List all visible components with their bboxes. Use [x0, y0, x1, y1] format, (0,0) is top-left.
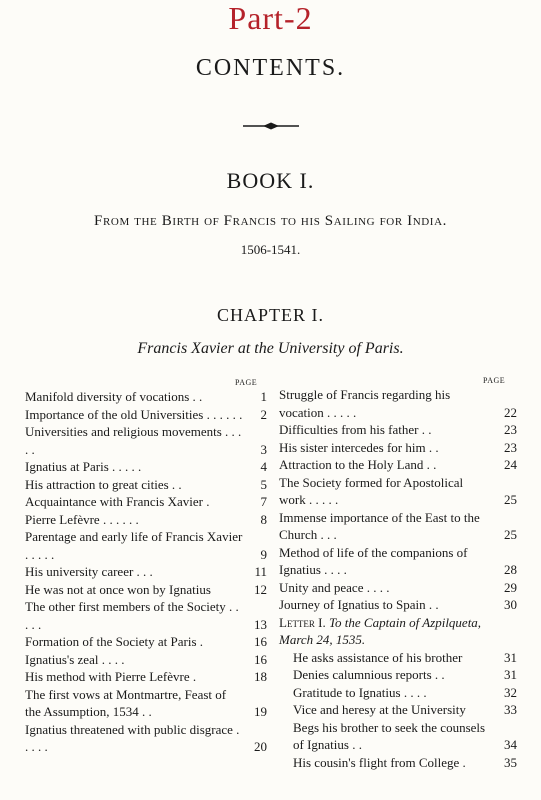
toc-entry [25, 651, 269, 669]
book-subtitle: From the Birth of Francis to his Sailing for India. [94, 213, 447, 229]
letter-label: Letter I. [279, 614, 326, 630]
letter-title: To the Captain of Azpilqueta, March 24, 1535. [279, 614, 482, 647]
toc-entry-text: The first vows at Montmartre, Feast of the Assumption, 1534 . . [25, 686, 227, 719]
toc-entry-text: Difficulties from his father . . [279, 422, 432, 437]
toc-entry [279, 754, 519, 772]
toc-entry [25, 598, 269, 633]
toc-entry [25, 511, 269, 529]
toc-entry-text: The other first members of the Society . . . . . [25, 599, 239, 632]
toc-entry-page: 4 [260, 459, 267, 474]
contents-left-column [25, 388, 269, 756]
toc-entry-page: 19 [254, 704, 267, 719]
toc-entry [279, 596, 519, 614]
toc-entry [279, 579, 519, 597]
toc-entry-text: Formation of the Society at Paris . [25, 634, 204, 649]
toc-entry-text: His sister intercedes for him . . [279, 439, 439, 455]
toc-entry [279, 509, 519, 544]
toc-entry-text: The Society formed for Apostolical work . . . . . [279, 474, 464, 507]
toc-entry-text: Struggle of Francis regarding his vocation . . . . . [279, 387, 451, 420]
part-label: Part-2 [228, 0, 313, 36]
toc-entry-page: 9 [260, 546, 267, 562]
toc-entry-text: Unity and peace . . . . [279, 579, 390, 595]
letter-heading [279, 614, 519, 649]
toc-entry-page: 32 [504, 684, 517, 700]
toc-entry-page: 24 [504, 457, 517, 472]
toc-entry-text: Journey of Ignatius to Spain . . [279, 597, 439, 612]
toc-entry [279, 666, 519, 684]
page-column-heading-left: PAGE [235, 378, 258, 387]
toc-entry-text: Ignatius's zeal . . . . [25, 651, 125, 667]
toc-entry-text: Parentage and early life of Francis Xavier . . . . . [25, 529, 243, 562]
toc-entry-text: His attraction to great cities . . [25, 476, 182, 492]
toc-entry [279, 544, 519, 579]
toc-entry [25, 423, 269, 458]
toc-entry-page: 1 [260, 389, 267, 404]
chapter-subtitle: Francis Xavier at the University of Paris. [137, 340, 404, 357]
toc-entry-page: 3 [260, 441, 267, 457]
toc-entry [279, 474, 519, 509]
chapter-title: CHAPTER I. [216, 305, 324, 325]
toc-entry [25, 686, 269, 721]
toc-entry-text: Manifold diversity of vocations . . [25, 389, 203, 404]
toc-entry [25, 406, 269, 424]
toc-entry-page: 29 [504, 579, 517, 595]
toc-entry-page: 2 [260, 406, 267, 422]
toc-entry-page: 25 [504, 527, 517, 542]
toc-entry [279, 719, 519, 754]
toc-entry-text: Universities and religious movements . . . . . [25, 424, 242, 457]
toc-entry-text: Importance of the old Universities . . . . . . [25, 406, 243, 422]
letter-heading-text [279, 614, 519, 649]
toc-entry-text: Vice and heresy at the University [293, 702, 466, 717]
toc-entry [25, 721, 269, 756]
book-title: BOOK I. [226, 168, 315, 193]
toc-entry-text: He was not at once won by Ignatius [25, 581, 211, 597]
toc-entry [279, 421, 519, 439]
toc-entry-text: Acquaintance with Francis Xavier . [25, 494, 210, 509]
toc-entry-page: 7 [260, 494, 267, 509]
toc-entry [25, 388, 269, 406]
toc-entry [25, 633, 269, 651]
toc-entry-page: 11 [254, 564, 267, 579]
toc-entry-text: Method of life of the companions of Ignatius . . . . [279, 544, 468, 577]
toc-entry-page: 33 [504, 702, 517, 717]
toc-entry-text: He asks assistance of his brother [293, 649, 463, 665]
toc-entry [25, 581, 269, 599]
toc-entry-page: 31 [504, 667, 517, 682]
toc-entry-page: 13 [254, 616, 267, 632]
toc-entry-page: 35 [504, 754, 517, 770]
toc-entry-page: 23 [504, 439, 517, 455]
toc-entry-page: 16 [254, 651, 267, 667]
toc-entry [25, 493, 269, 511]
book-years: 1506-1541. [240, 242, 301, 257]
toc-entry-text: Immense importance of the East to the Church . . . [279, 509, 480, 542]
toc-entry [25, 458, 269, 476]
toc-entry [25, 563, 269, 581]
toc-entry [279, 439, 519, 457]
page-column-heading-right: PAGE [483, 376, 506, 385]
toc-entry-page: 16 [254, 634, 267, 649]
toc-entry-page: 18 [254, 669, 267, 684]
contents-heading: CONTENTS. [195, 55, 346, 81]
toc-entry-page: 23 [504, 422, 517, 437]
toc-entry-text: Begs his brother to seek the counsels of Ignatius . . [293, 719, 486, 752]
toc-entry-page: 8 [260, 511, 267, 527]
toc-entry [279, 649, 519, 667]
toc-entry-text: Gratitude to Ignatius . . . . [293, 684, 427, 700]
toc-entry-text: Attraction to the Holy Land . . [279, 457, 437, 472]
toc-entry [279, 701, 519, 719]
toc-entry-page: 20 [254, 739, 267, 754]
toc-entry [25, 476, 269, 494]
toc-entry [25, 668, 269, 686]
toc-entry-page: 5 [260, 476, 267, 492]
toc-entry-page: 31 [504, 649, 517, 665]
toc-entry-page: 25 [504, 492, 517, 507]
toc-entry-text: Denies calumnious reports . . [293, 667, 445, 682]
toc-entry [279, 386, 519, 421]
toc-entry [25, 528, 269, 563]
ornament-divider [243, 122, 299, 130]
toc-entry-page: 12 [254, 581, 267, 597]
toc-entry-page: 30 [504, 597, 517, 612]
toc-entry-text: Ignatius threatened with public disgrace . . . . . [25, 721, 240, 754]
toc-entry-text: His method with Pierre Lefèvre . [25, 669, 197, 684]
toc-entry-text: His university career . . . [25, 564, 153, 579]
toc-entry-page: 28 [504, 562, 517, 577]
toc-entry-text: Ignatius at Paris . . . . . [25, 459, 142, 474]
toc-entry-page: 34 [504, 737, 517, 752]
contents-right-column [279, 386, 519, 771]
toc-entry-text: His cousin's flight from College . [293, 754, 466, 770]
toc-entry-text: Pierre Lefèvre . . . . . . [25, 511, 139, 527]
toc-entry [279, 456, 519, 474]
toc-entry-page: 22 [504, 404, 517, 420]
toc-entry [279, 684, 519, 702]
